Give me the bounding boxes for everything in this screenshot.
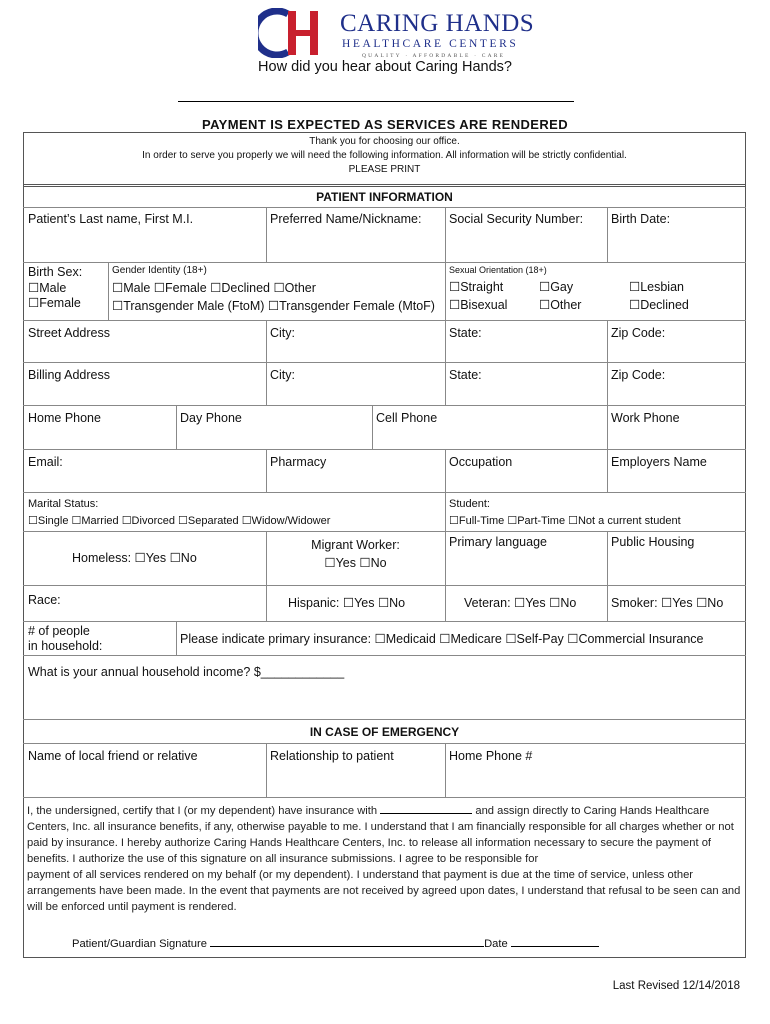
- field-household-income[interactable]: What is your annual household income? $____________: [28, 665, 345, 679]
- field-occupation[interactable]: Occupation: [449, 455, 513, 469]
- student-label: Student:: [449, 498, 490, 510]
- field-city[interactable]: City:: [270, 326, 295, 340]
- homeless-options[interactable]: Homeless: ☐Yes ☐No: [72, 551, 197, 565]
- checkbox-straight[interactable]: ☐Straight: [449, 280, 504, 294]
- household-size-label-1: # of people: [28, 624, 90, 638]
- field-email[interactable]: Email:: [28, 455, 63, 469]
- field-preferred-name[interactable]: Preferred Name/Nickname:: [270, 212, 422, 226]
- caring-hands-logo: [258, 8, 535, 59]
- referral-question: How did you hear about Caring Hands?: [258, 59, 512, 75]
- checkbox-sex-male[interactable]: ☐Male: [28, 281, 67, 295]
- signature-line[interactable]: [210, 946, 484, 947]
- smoker-options[interactable]: Smoker: ☐Yes ☐No: [611, 596, 724, 610]
- field-billing-address[interactable]: Billing Address: [28, 368, 110, 382]
- logo-name: CARING HANDS: [340, 10, 535, 37]
- insurance-company-blank[interactable]: [380, 813, 472, 814]
- date-line[interactable]: [511, 946, 599, 947]
- sexual-orientation-label: Sexual Orientation (18+): [449, 265, 547, 275]
- field-home-phone[interactable]: Home Phone: [28, 411, 101, 425]
- checkbox-bisexual[interactable]: ☐Bisexual: [449, 298, 508, 312]
- checkbox-other[interactable]: ☐Other: [539, 298, 582, 312]
- consent-part3: payment of all services rendered on my behalf (or my dependent). I understand that payment is due at the time of service, unless other arrangements have been made. In the event that payments are not received by agreed upon dates, I understand that refusal to be seen can and will be enforced until payment is rendered.: [27, 869, 741, 913]
- field-emergency-relationship[interactable]: Relationship to patient: [270, 749, 394, 763]
- field-emergency-contact[interactable]: Name of local friend or relative: [28, 749, 198, 763]
- intro-confidential: In order to serve you properly we will need the following information. All information will be strictly confidential.: [142, 150, 627, 161]
- gender-options-row2[interactable]: ☐Transgender Male (FtoM) ☐Transgender Female (MtoF): [112, 299, 435, 313]
- field-last-name[interactable]: Patient’s Last name, First M.I.: [28, 212, 194, 226]
- field-billing-city[interactable]: City:: [270, 368, 295, 382]
- page-title: PAYMENT IS EXPECTED AS SERVICES ARE RENDERED: [201, 117, 569, 132]
- hispanic-options[interactable]: Hispanic: ☐Yes ☐No: [288, 596, 406, 610]
- field-billing-state[interactable]: State:: [449, 368, 482, 382]
- marital-status-label: Marital Status:: [28, 498, 99, 510]
- referral-answer-line[interactable]: [178, 101, 574, 102]
- birth-sex-label: Birth Sex:: [28, 265, 83, 279]
- migrant-worker-options[interactable]: ☐Yes ☐No: [324, 556, 387, 570]
- logo-tagline: QUALITY · AFFORDABLE · CARE: [362, 53, 506, 59]
- student-options[interactable]: ☐Full-Time ☐Part-Time ☐Not a current student: [449, 515, 681, 527]
- field-zip[interactable]: Zip Code:: [611, 326, 666, 340]
- gender-options-row1[interactable]: ☐Male ☐Female ☐Declined ☐Other: [112, 281, 316, 295]
- field-emergency-phone[interactable]: Home Phone #: [449, 749, 533, 763]
- household-size-label-2: in household:: [28, 639, 103, 653]
- marital-status-options[interactable]: ☐Single ☐Married ☐Divorced ☐Separated ☐Widow/Widower: [28, 515, 331, 527]
- field-birth-date[interactable]: Birth Date:: [611, 212, 671, 226]
- intro-please-print: PLEASE PRINT: [348, 164, 421, 175]
- ch-monogram-icon: [258, 8, 330, 58]
- field-day-phone[interactable]: Day Phone: [180, 411, 242, 425]
- migrant-worker-label: Migrant Worker:: [311, 538, 400, 552]
- field-state[interactable]: State:: [449, 326, 482, 340]
- consent-part1: I, the undersigned, certify that I (or my dependent) have insurance with: [27, 805, 378, 817]
- field-employer[interactable]: Employers Name: [611, 455, 707, 469]
- field-public-housing[interactable]: Public Housing: [611, 535, 695, 549]
- field-work-phone[interactable]: Work Phone: [611, 411, 680, 425]
- consent-text: [27, 803, 745, 915]
- field-ssn[interactable]: Social Security Number:: [449, 212, 584, 226]
- checkbox-gay[interactable]: ☐Gay: [539, 280, 574, 294]
- checkbox-lesbian[interactable]: ☐Lesbian: [629, 280, 684, 294]
- primary-insurance-options[interactable]: Please indicate primary insurance: ☐Medicaid ☐Medicare ☐Self-Pay ☐Commercial Insurance: [180, 632, 704, 646]
- checkbox-sex-female[interactable]: ☐Female: [28, 296, 81, 310]
- intro-thanks: Thank you for choosing our office.: [309, 136, 460, 147]
- signature-row: [72, 938, 599, 950]
- field-billing-zip[interactable]: Zip Code:: [611, 368, 666, 382]
- veteran-options[interactable]: Veteran: ☐Yes ☐No: [464, 596, 577, 610]
- field-primary-language[interactable]: Primary language: [449, 535, 547, 549]
- section-emergency: IN CASE OF EMERGENCY: [309, 725, 460, 739]
- checkbox-declined[interactable]: ☐Declined: [629, 298, 689, 312]
- field-cell-phone[interactable]: Cell Phone: [376, 411, 438, 425]
- logo-subtitle: HEALTHCARE CENTERS: [342, 38, 519, 50]
- date-label: Date: [484, 938, 508, 950]
- signature-label: Patient/Guardian Signature: [72, 938, 207, 950]
- consent-part2: and assign directly to Caring Hands Healthcare Centers, Inc. all insurance benefits, if any, otherwise payable to me. I understand that I am financially responsible for all charges whether or not paid by insurance. I hereby authorize Caring Hands Healthcare Centers, Inc. to release all information necessary to secure the payment of benefits. I authorize the use of this signature on all insurance submissions. I agree to be responsible for: [27, 805, 734, 865]
- section-patient-information: PATIENT INFORMATION: [316, 190, 453, 204]
- last-revised: Last Revised 12/14/2018: [612, 980, 740, 992]
- gender-identity-label: Gender Identity (18+): [112, 265, 207, 276]
- field-street-address[interactable]: Street Address: [28, 326, 110, 340]
- field-pharmacy[interactable]: Pharmacy: [270, 455, 327, 469]
- field-race[interactable]: Race:: [28, 593, 61, 607]
